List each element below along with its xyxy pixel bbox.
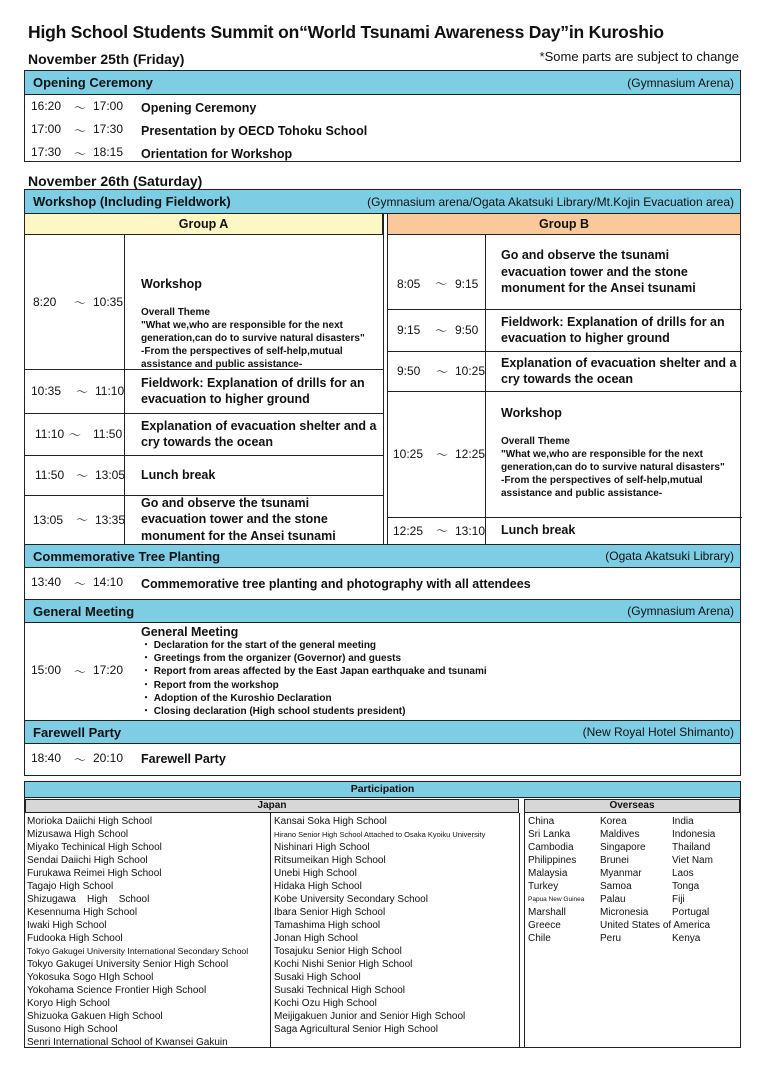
school-item: Jonan High School xyxy=(274,933,358,944)
end-time: 20:10 xyxy=(93,750,124,765)
school-item: Susaki Technical High School xyxy=(274,985,406,996)
date-day2: November 26th (Saturday) xyxy=(28,173,203,189)
theme-line: assistance and public assistance- xyxy=(141,359,303,370)
school-item: Tagajo High School xyxy=(27,881,114,892)
country-item: Maldives xyxy=(600,829,640,840)
agenda-item: ・ Declaration for the start of the general meeting xyxy=(141,639,377,651)
school-item: Yokohama Science Frontier High School xyxy=(27,985,207,996)
country-item: Philippines xyxy=(528,855,577,866)
agenda-item: ・ Greetings from the organizer (Governor) and guests xyxy=(141,652,402,664)
school-item: Ibara Senior High School xyxy=(274,907,386,918)
tilde: ～ xyxy=(75,384,88,399)
start-time: 8:05 xyxy=(397,276,421,291)
theme-line: -From the perspectives of self-help,mutual xyxy=(501,475,703,486)
country-item: Singapore xyxy=(600,842,646,853)
country-item: Samoa xyxy=(600,881,632,892)
theme-line: "What we,who are responsible for the next xyxy=(501,449,703,460)
school-item: Iwaki High School xyxy=(27,920,107,931)
country-item: Marshall xyxy=(528,907,566,918)
start-time: 9:15 xyxy=(397,323,421,337)
group-b-activity: Lunch break xyxy=(501,523,576,538)
country-item: Micronesia xyxy=(600,907,649,918)
group-a-activity: Explanation of evacuation shelter and a cry towards the ocean xyxy=(141,418,377,449)
end-time: 13:35 xyxy=(95,512,126,527)
group-a-time xyxy=(35,455,125,495)
school-item: Fudooka High School xyxy=(27,933,123,944)
schedule-row xyxy=(25,744,740,774)
start-time: 15:00 xyxy=(31,663,62,677)
start-time: 12:25 xyxy=(393,523,424,538)
schedule-row xyxy=(25,142,740,165)
tilde: ～ xyxy=(435,364,448,379)
tilde: ～ xyxy=(73,124,86,138)
overall-theme xyxy=(501,435,725,500)
start-time: 17:30 xyxy=(31,145,62,159)
school-item: Furukawa Reimei High School xyxy=(27,868,162,879)
activity: Farewell Party xyxy=(141,752,226,766)
participation-title: Participation xyxy=(25,782,740,798)
group-a-activity: Go and observe the tsunami evacuation tower and the stone monument for the Ansei tsunami xyxy=(141,495,336,543)
end-time: 11:50 xyxy=(93,427,123,441)
start-time: 11:50 xyxy=(35,468,65,482)
start-time: 11:10 xyxy=(35,427,65,441)
school-item: Kochi Ozu High School xyxy=(274,998,377,1009)
farewell-title: Farewell Party xyxy=(33,724,122,740)
start-time: 9:50 xyxy=(397,364,421,378)
end-time: 10:25 xyxy=(455,364,486,378)
page-title: High School Students Summit on“World Tsunami Awareness Day”in Kuroshio xyxy=(28,22,664,42)
theme-label: Overall Theme xyxy=(501,436,570,447)
activity: Orientation for Workshop xyxy=(141,146,293,161)
end-time: 18:15 xyxy=(93,145,124,159)
group-b-time xyxy=(393,391,485,517)
activity: Presentation by OECD Tohoku School xyxy=(141,123,368,138)
tilde: ～ xyxy=(75,513,88,527)
tilde: ～ xyxy=(73,101,86,115)
country-item: Korea xyxy=(600,816,627,827)
country-item: Chile xyxy=(528,933,551,944)
opening-section xyxy=(24,70,741,162)
group-a-time xyxy=(35,413,122,455)
country-item: India xyxy=(672,816,694,827)
group-a-activity: Fieldwork: Explanation of drills for an evacuation to higher ground xyxy=(141,375,365,406)
group-a-time xyxy=(33,235,123,369)
theme-line: generation,can do to survive natural disasters" xyxy=(501,462,725,473)
group-b-time xyxy=(393,517,485,544)
country-item: Cambodia xyxy=(528,842,574,853)
start-time: 18:40 xyxy=(31,750,62,765)
tilde: ～ xyxy=(73,295,86,310)
divider xyxy=(519,813,520,1048)
school-item: Tamashima High school xyxy=(274,920,381,931)
tilde: ～ xyxy=(73,752,86,767)
country-item: Portugal xyxy=(672,907,710,918)
workshop-location: (Gymnasium arena/Ogata Akatsuki Library/Mt.Kojin Evacuation area) xyxy=(367,194,734,209)
school-item: Shizugawa High School xyxy=(27,894,150,905)
end-time: 17:20 xyxy=(93,663,124,677)
change-note: *Some parts are subject to change xyxy=(539,49,739,64)
country-item: Tonga xyxy=(672,881,700,892)
participation-section xyxy=(24,781,741,1048)
group-b-time xyxy=(397,261,478,306)
school-item: Tosajuku Senior High School xyxy=(274,946,402,957)
school-item: Hirano Senior High School Attached to Osaka Kyoiku University xyxy=(274,830,486,839)
country-item: Malaysia xyxy=(528,868,568,879)
japan-list-2 xyxy=(274,815,485,1036)
theme-line: assistance and public assistance- xyxy=(501,488,663,499)
schedule-row xyxy=(25,119,740,142)
agenda-item: ・ Report from areas affected by the East Japan earthquake and tsunami xyxy=(141,666,487,678)
country-item: Kenya xyxy=(672,933,701,944)
school-item: Kobe University Secondary School xyxy=(274,894,428,905)
end-time: 10:35 xyxy=(93,295,124,309)
divider xyxy=(524,813,525,1048)
group-b-header: Group B xyxy=(387,214,740,235)
school-item: Kesennuma High School xyxy=(27,907,138,918)
school-item: Senri International School of Kwansei Gakuin xyxy=(27,1037,228,1048)
school-item: Meijigakuen Junior and Senior High School xyxy=(274,1011,466,1022)
overseas-header: Overseas xyxy=(524,799,740,813)
japan-list-1 xyxy=(27,815,248,1049)
theme-line: -From the perspectives of self-help,mutual xyxy=(141,346,343,357)
country-item: Viet Nam xyxy=(672,855,713,866)
school-item: Susaki High School xyxy=(274,972,361,983)
school-item: Kansai Soka High School xyxy=(274,816,387,827)
country-item: Laos xyxy=(672,868,694,879)
general-location: (Gymnasium Arena) xyxy=(627,604,734,618)
school-item: Nishinari High School xyxy=(274,842,370,853)
start-time: 13:40 xyxy=(31,575,62,589)
tilde: ～ xyxy=(73,147,86,161)
country-item: Papua New Guinea xyxy=(528,896,585,903)
tilde: ～ xyxy=(435,447,448,462)
day2-section xyxy=(24,189,741,776)
group-a-activity: Lunch break xyxy=(141,467,216,482)
start-time: 10:25 xyxy=(393,447,424,461)
group-a-time xyxy=(33,495,125,544)
date-day1: November 25th (Friday) xyxy=(28,51,185,67)
country-item xyxy=(672,919,715,932)
divider xyxy=(387,214,388,544)
farewell-header xyxy=(25,720,740,744)
workshop-header xyxy=(25,190,740,214)
overall-theme xyxy=(141,306,365,371)
agenda-item: ・ Adoption of the Kuroshio Declaration xyxy=(141,692,332,704)
start-time: 13:05 xyxy=(33,512,64,527)
tilde: ～ xyxy=(434,323,447,338)
opening-title: Opening Ceremony xyxy=(33,75,153,90)
school-item: Yokosuka Sogo HIgh School xyxy=(27,972,154,983)
general-header xyxy=(25,599,740,623)
theme-label: Overall Theme xyxy=(141,307,210,318)
end-time: 9:50 xyxy=(455,323,479,337)
group-b-activity: Explanation of evacuation shelter and a cry towards the ocean xyxy=(501,355,737,386)
school-item: Ritsumeikan High School xyxy=(274,855,386,866)
workshop-grid xyxy=(25,214,740,544)
activity: Opening Ceremony xyxy=(141,100,257,115)
schedule-row xyxy=(25,623,740,720)
school-item: Morioka Daiichi High School xyxy=(27,816,153,827)
workshop-title: Workshop (Including Fieldwork) xyxy=(33,194,231,209)
farewell-location: (New Royal Hotel Shimanto) xyxy=(582,725,734,739)
tilde: ～ xyxy=(73,577,86,591)
country-item: Greece xyxy=(528,920,561,931)
school-item: Tokyo Gakugei University International Secondary School xyxy=(27,946,249,956)
tilde: ～ xyxy=(73,665,86,679)
end-time: 17:30 xyxy=(93,122,124,136)
tree-header xyxy=(25,544,740,568)
opening-header xyxy=(25,71,740,95)
theme-line: generation,can do to survive natural disasters" xyxy=(141,333,365,344)
country-item: Peru xyxy=(600,933,622,944)
tree-location: (Ogata Akatsuki Library) xyxy=(605,549,734,563)
country-item: Sri Lanka xyxy=(528,829,571,840)
country-item: Palau xyxy=(600,894,626,905)
country-item: China xyxy=(528,816,555,827)
school-item: Shizuoka Gakuen High School xyxy=(27,1011,163,1022)
agenda-item: ・ Closing declaration (High school students president) xyxy=(141,706,406,718)
country-item: Brunei xyxy=(600,855,629,866)
school-item: Mizusawa High School xyxy=(27,829,129,840)
group-a-activity: Workshop xyxy=(141,276,202,291)
agenda-item: ・ Report from the workshop xyxy=(141,679,279,691)
group-b-activity: Workshop xyxy=(501,405,562,420)
country-item: Fiji xyxy=(672,894,685,905)
schedule-row xyxy=(25,96,740,119)
group-b-activity: Go and observe the tsunami evacuation tower and the stone monument for the Ansei tsunami xyxy=(501,248,696,296)
general-title: General Meeting xyxy=(33,603,135,619)
general-heading: General Meeting xyxy=(141,624,239,639)
start-time: 16:20 xyxy=(31,99,62,113)
tree-title: Commemorative Tree Planting xyxy=(33,548,221,564)
end-time: 13:10 xyxy=(455,523,486,538)
group-a-time xyxy=(31,369,124,413)
end-time: 11:10 xyxy=(95,384,125,398)
overseas-list-3 xyxy=(672,815,715,945)
end-time: 14:10 xyxy=(93,575,124,589)
end-time: 17:00 xyxy=(93,99,124,113)
country-item: Thailand xyxy=(672,842,711,853)
school-item: Saga Agricultural Senior High School xyxy=(274,1024,438,1035)
country-item: Myanmar xyxy=(600,868,642,879)
group-b-time xyxy=(397,309,478,351)
divider xyxy=(485,235,486,544)
group-b-activity: Fieldwork: Explanation of drills for an evacuation to higher ground xyxy=(501,314,725,345)
group-b-time xyxy=(397,351,485,391)
overseas-list-1 xyxy=(528,815,584,945)
end-time: 12:25 xyxy=(455,447,486,461)
country-item: Turkey xyxy=(528,881,559,892)
theme-line: "What we,who are responsible for the next xyxy=(141,320,343,331)
school-item: Sendai Daiichi High School xyxy=(27,855,148,866)
end-time: 9:15 xyxy=(455,276,479,291)
tilde: ～ xyxy=(434,277,447,291)
tilde: ～ xyxy=(435,524,448,538)
school-item: Tokyo Gakugei University Senior High School xyxy=(27,959,229,970)
country-item: Indonesia xyxy=(672,829,716,840)
start-time: 17:00 xyxy=(31,122,62,136)
general-details xyxy=(141,625,487,719)
activity: Commemorative tree planting and photography with all attendees xyxy=(141,576,531,591)
school-item: Susono High School xyxy=(27,1024,118,1035)
tilde: ～ xyxy=(75,468,88,483)
school-item: Miyako Techinical High School xyxy=(27,842,162,853)
group-a-header: Group A xyxy=(25,214,383,235)
schedule-row xyxy=(25,568,740,599)
school-item: Unebi High School xyxy=(274,868,357,879)
divider xyxy=(383,214,384,544)
end-time: 13:05 xyxy=(95,468,126,482)
tilde: ～ xyxy=(69,427,82,442)
school-item: Koryo High School xyxy=(27,998,110,1009)
start-time: 10:35 xyxy=(31,384,62,398)
japan-header: Japan xyxy=(25,799,519,813)
divider xyxy=(270,813,271,1048)
opening-location: (Gymnasium Arena) xyxy=(627,75,734,90)
country-item: United States of America xyxy=(600,920,711,931)
start-time: 8:20 xyxy=(33,295,57,309)
school-item: Hidaka High School xyxy=(274,881,362,892)
school-item: Kochi Nishi Senior High School xyxy=(274,959,413,970)
